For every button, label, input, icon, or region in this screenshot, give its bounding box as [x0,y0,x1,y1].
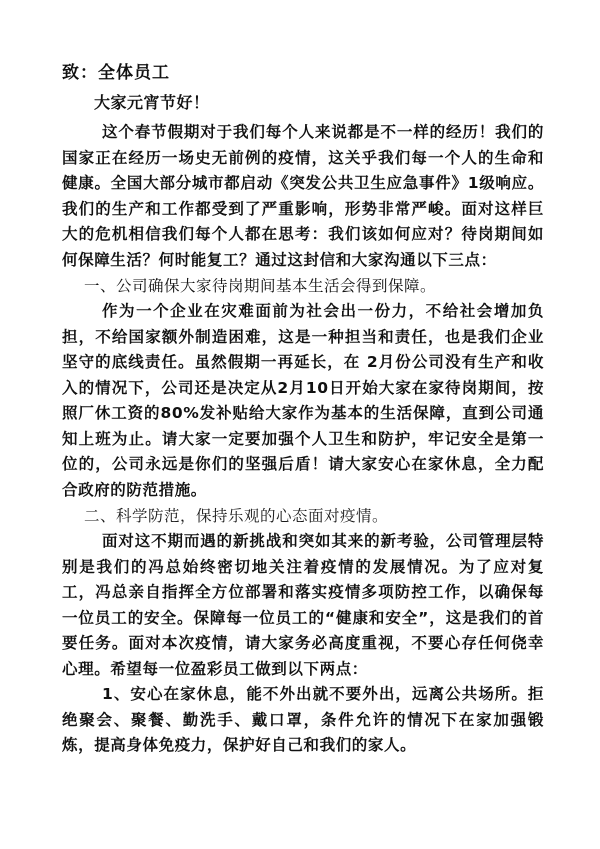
section-1-heading: 一、公司确保大家待岗期间基本生活会得到保障。 [84,277,437,295]
intro-paragraph: 这个春节假期对于我们每个人来说都是不一样的经历！我们的国家正在经历一场史无前例的疫情，这关乎我们每一个人的生命和健康。全国大部分城市都启动《突发公共卫生应急事件》1级响应。我们的生产和工作都受到了严重影响，形势非常严峻。面对这样巨大的危机相信我们每个人都在思考：我们该如何应对？待岗期间如何保障生活？何时能复工？通过这封信和大家沟通以下三点： [62,123,544,269]
greeting: 大家元宵节好！ [94,93,210,112]
section-1-paragraph: 作为一个企业在灾难面前为社会出一份力，不给社会增加负担，不给国家额外制造困难，这是一种担当和责任，也是我们企业坚守的底线责任。虽然假期一再延长，在 2月份公司没有生产和收入的情况下，公司还是决定从2月10日开始大家在家待岗期间，按照厂休工资的80%发补贴给大家作为基本的生活保障，直到公司通知上班为止。请大家一定要加强个人卫生和防护，牢记安全是第一位的，公司永远是你们的坚强后盾！请大家安心在家休息，全力配合政府的防范措施。 [62,302,544,499]
section-2-paragraph: 面对这不期而遇的新挑战和突如其来的新考验，公司管理层特别是我们的冯总始终密切地关注着疫情的发展情况。为了应对复工，冯总亲自指挥全方位部署和落实疫情多项防控工作，以确保每一位员工的安全。保障每一位员工的“健康和安全”，这是我们的首要任务。面对本次疫情，请大家务必高度重视，不要心存任何侥幸心理。希望每一位盈彩员工做到以下两点： [62,532,544,678]
point-1-paragraph: 1、安心在家休息，能不外出就不要外出，远离公共场所。拒绝聚会、聚餐、勤洗手、戴口罩，条件允许的情况下在家加强锻炼，提高身体免疫力，保护好自己和我们的家人。 [62,685,544,754]
letter-body [62,62,544,759]
section-2-heading: 二、科学防范，保持乐观的心态面对疫情。 [84,507,389,525]
salutation: 致：全体员工 [62,63,170,83]
